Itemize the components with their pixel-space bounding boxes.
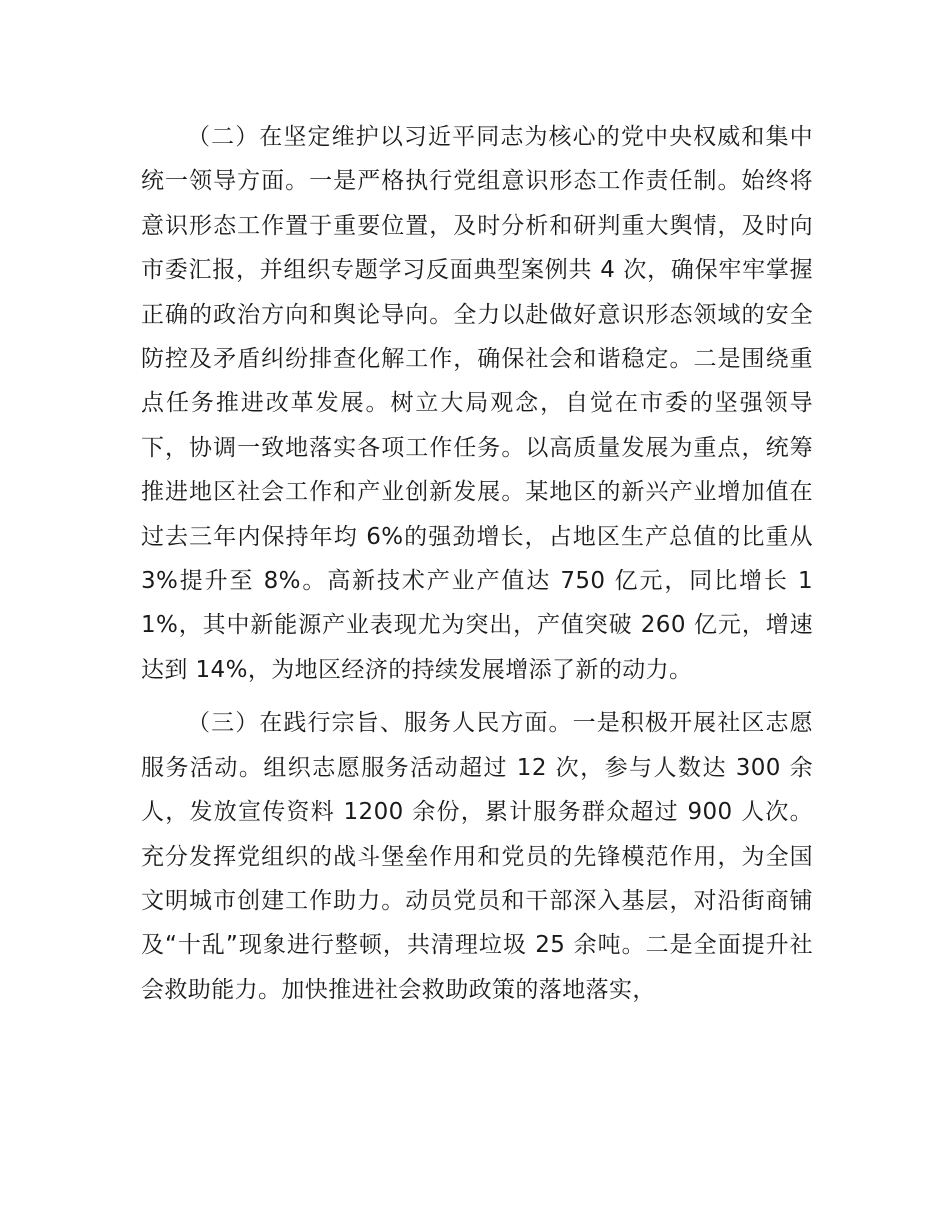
document-body (141, 115, 813, 1012)
paragraph-section-two: （二）在坚定维护以习近平同志为核心的党中央权威和集中统一领导方面。一是严格执行党组意识形态工作责任制。始终将意识形态工作置于重要位置，及时分析和研判重大舆情，及时向市委汇报，并组织专题学习反面典型案例共 4 次，确保牢牢掌握正确的政治方向和舆论导向。全力以赴做好意识形态领域的安全防控及矛盾纠纷排查化解工作，确保社会和谐稳定。二是围绕重点任务推进改革发展。树立大局观念，自觉在市委的坚强领导下，协调一致地落实各项工作任务。以高质量发展为重点，统筹推进地区社会工作和产业创新发展。某地区的新兴产业增加值在过去三年内保持年均 6%的强劲增长，占地区生产总值的比重从 3%提升至 8%。高新技术产业产值达 750 亿元，同比增长 11%，其中新能源产业表现尤为突出，产值突破 260 亿元，增速达到 14%，为地区经济的持续发展增添了新的动力。 (141, 124, 813, 683)
paragraph-section-three: （三）在践行宗旨、服务人民方面。一是积极开展社区志愿服务活动。组织志愿服务活动超过 12 次，参与人数达 300 余人，发放宣传资料 1200 余份，累计服务群众超过 900 人次。充分发挥党组织的战斗堡垒作用和党员的先锋模范作用，为全国文明城市创建工作助力。动员党员和干部深入基层，对沿街商铺及“十乱”现象进行整顿，共清理垃圾 25 余吨。二是全面提升社会救助能力。加快推进社会救助政策的落地落实， (141, 710, 813, 1003)
